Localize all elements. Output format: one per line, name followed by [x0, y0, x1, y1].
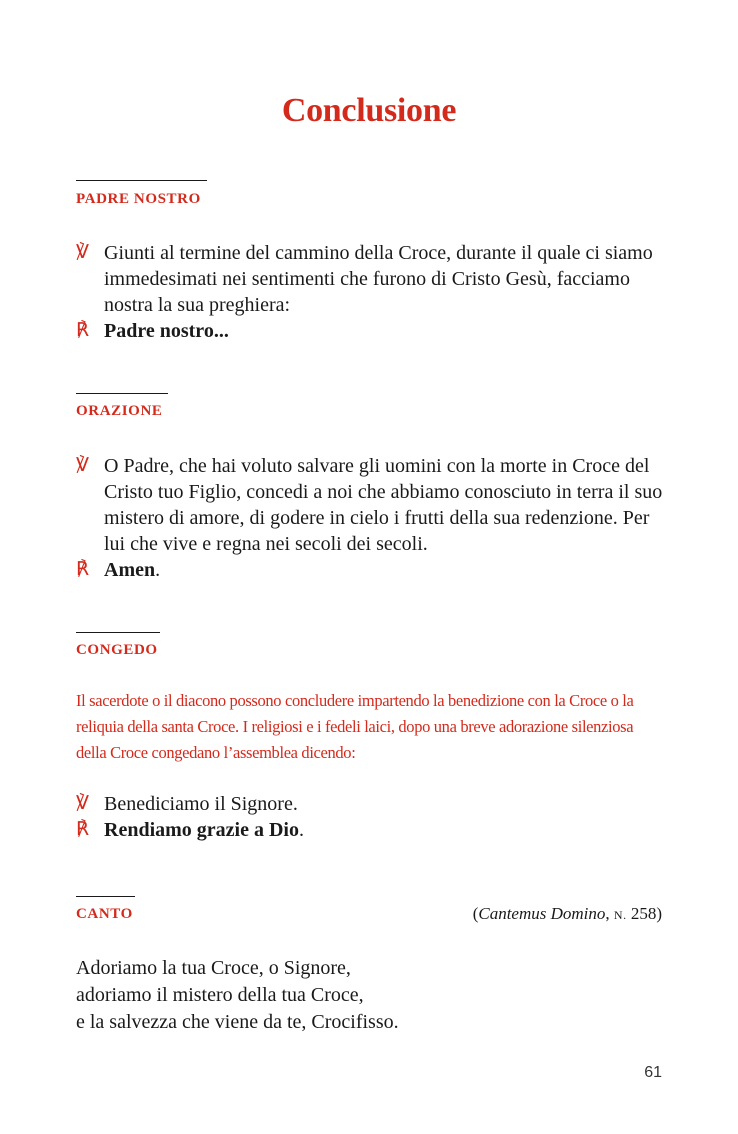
section-heading-canto: CANTO — [76, 906, 133, 922]
section-heading-congedo: CONGEDO — [76, 642, 158, 658]
versicle-symbol-icon: ℣ — [76, 455, 89, 476]
response — [76, 817, 666, 843]
response-symbol-icon: ℟ — [76, 559, 89, 580]
versicle-block-congedo — [76, 791, 666, 843]
versicle-text: Benediciamo il Signore. — [104, 793, 298, 815]
versicle-block-padre-nostro — [76, 240, 666, 344]
versicle-text: O Padre, che hai voluto salvare gli uomini con la morte in Croce del Cristo tuo Figlio, concedi a noi che abbiamo conosciuto in terra il suo mistero di amore, di godere in cielo i frutti della sua redenzione. Per lui che vive e regna nei secoli dei secoli. — [104, 455, 663, 555]
response — [76, 318, 666, 344]
versicle-block-orazione — [76, 453, 666, 583]
hymn-line: e la salvezza che viene da te, Crocifisso. — [76, 1011, 399, 1033]
hymn-line: Adoriamo la tua Croce, o Signore, — [76, 957, 351, 979]
versicle-symbol-icon: ℣ — [76, 793, 89, 814]
versicle — [76, 240, 666, 318]
response-punctuation: . — [155, 559, 161, 581]
versicle-symbol-icon: ℣ — [76, 242, 89, 263]
page-number: 61 — [644, 1064, 662, 1081]
section-rule — [76, 180, 207, 181]
hymn-line: adoriamo il mistero della tua Croce, — [76, 984, 364, 1006]
rubric-text: Il sacerdote o il diacono possono concludere impartendo la benedizione con la Croce o la reliquia della santa Croce. I religiosi e i fedeli laici, dopo una breve adorazione silenziosa della Croce congedano l’assemblea dicendo: — [76, 691, 634, 762]
versicle-text: Giunti al termine del cammino della Croce, durante il quale ci siamo immedesimati nei sentimenti che furono di Cristo Gesù, facciamo nostra la sua preghiera: — [104, 242, 653, 316]
section-rule — [76, 896, 135, 897]
response-symbol-icon: ℟ — [76, 819, 89, 840]
hymn-source-title: Cantemus Domino — [478, 904, 606, 923]
section-heading-padre-nostro: PADRE NOSTRO — [76, 191, 201, 207]
hymn-text — [76, 955, 399, 1036]
response-text: Padre nostro... — [104, 320, 229, 342]
hymn-source-reference: (Cantemus Domino, N. 258) — [472, 904, 662, 923]
response — [76, 557, 666, 583]
response-text: Amen — [104, 559, 156, 581]
hymn-source-number-label: N. — [613, 908, 627, 922]
versicle — [76, 453, 666, 557]
page-title: Conclusione — [281, 92, 457, 129]
section-rule — [76, 393, 168, 394]
response-text: Rendiamo grazie a Dio — [104, 819, 299, 841]
response-punctuation: . — [298, 819, 304, 841]
response-symbol-icon: ℟ — [76, 320, 89, 341]
section-heading-orazione: ORAZIONE — [76, 403, 163, 419]
versicle — [76, 791, 666, 817]
section-rule — [76, 632, 160, 633]
